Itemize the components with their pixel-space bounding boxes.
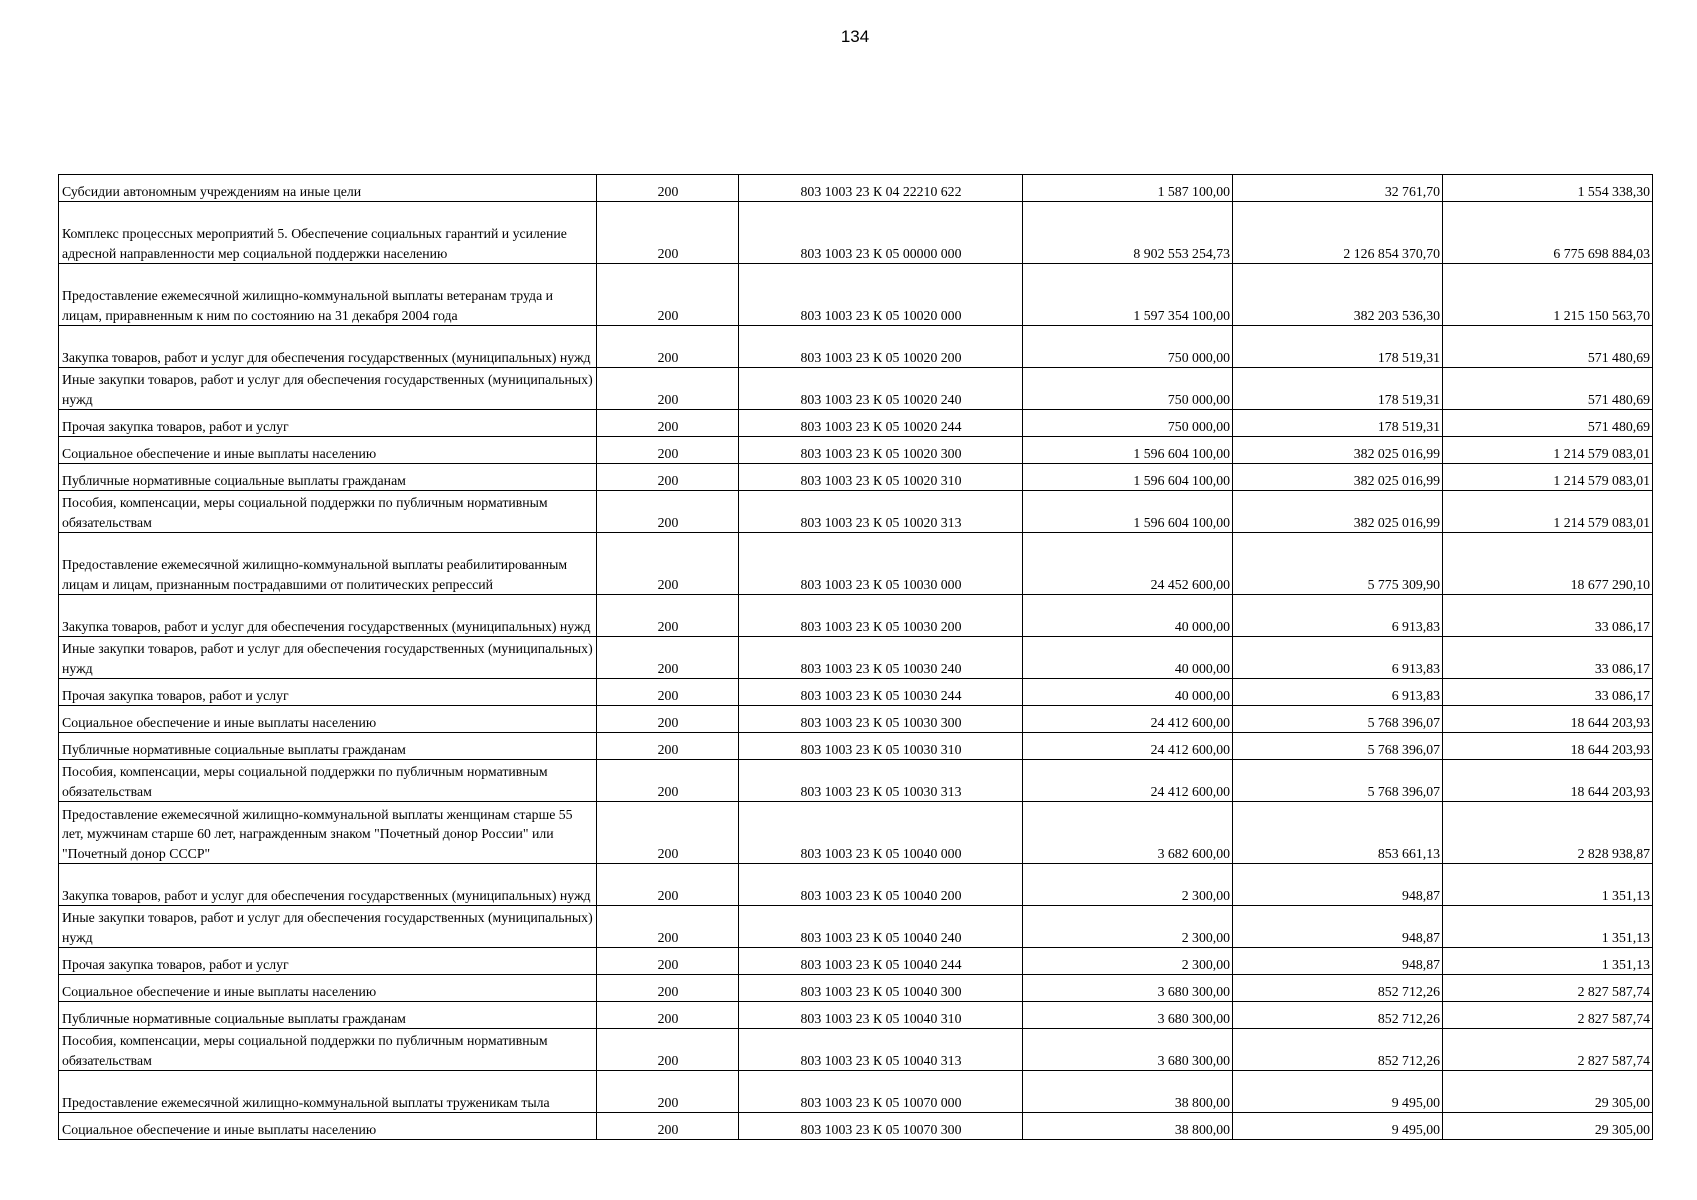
row-name-cell: Социальное обеспечение и иные выплаты населению: [59, 975, 597, 1002]
row-remaining-cell: 571 480,69: [1443, 368, 1653, 410]
table-row: [59, 326, 1653, 368]
row-approved-cell: 750 000,00: [1023, 368, 1233, 410]
row-executed-cell: 852 712,26: [1233, 1002, 1443, 1029]
row-code-cell: 200: [597, 679, 739, 706]
row-code-cell: 200: [597, 802, 739, 864]
row-kbk-cell: 803 1003 23 К 05 10020 000: [739, 264, 1023, 326]
row-kbk-cell: 803 1003 23 К 04 22210 622: [739, 175, 1023, 202]
row-name-cell: Иные закупки товаров, работ и услуг для обеспечения государственных (муниципальных) нужд: [59, 906, 597, 948]
row-executed-cell: 853 661,13: [1233, 802, 1443, 864]
row-remaining-cell: 18 644 203,93: [1443, 706, 1653, 733]
row-remaining-cell: 29 305,00: [1443, 1071, 1653, 1113]
row-executed-cell: 9 495,00: [1233, 1071, 1443, 1113]
table-row: [59, 264, 1653, 326]
row-remaining-cell: 1 351,13: [1443, 948, 1653, 975]
row-approved-cell: 1 587 100,00: [1023, 175, 1233, 202]
row-name-cell: Предоставление ежемесячной жилищно-коммунальной выплаты труженикам тыла: [59, 1071, 597, 1113]
row-kbk-cell: 803 1003 23 К 05 10020 300: [739, 437, 1023, 464]
row-kbk-cell: 803 1003 23 К 05 10030 244: [739, 679, 1023, 706]
row-executed-cell: 948,87: [1233, 948, 1443, 975]
row-remaining-cell: 571 480,69: [1443, 410, 1653, 437]
row-remaining-cell: 18 644 203,93: [1443, 733, 1653, 760]
row-remaining-cell: 18 677 290,10: [1443, 533, 1653, 595]
row-kbk-cell: 803 1003 23 К 05 10070 000: [739, 1071, 1023, 1113]
row-kbk-cell: 803 1003 23 К 05 10040 313: [739, 1029, 1023, 1071]
row-kbk-cell: 803 1003 23 К 05 10040 300: [739, 975, 1023, 1002]
row-executed-cell: 852 712,26: [1233, 1029, 1443, 1071]
row-name-cell: Пособия, компенсации, меры социальной поддержки по публичным нормативным обязательствам: [59, 760, 597, 802]
row-approved-cell: 38 800,00: [1023, 1071, 1233, 1113]
row-approved-cell: 38 800,00: [1023, 1113, 1233, 1140]
table-row: [59, 760, 1653, 802]
row-remaining-cell: 1 351,13: [1443, 906, 1653, 948]
row-name-cell: Предоставление ежемесячной жилищно-коммунальной выплаты ветеранам труда и лицам, приравненным к ним по состоянию на 31 декабря 2004 года: [59, 264, 597, 326]
row-approved-cell: 24 412 600,00: [1023, 760, 1233, 802]
table-row: [59, 733, 1653, 760]
row-name-cell: Пособия, компенсации, меры социальной поддержки по публичным нормативным обязательствам: [59, 1029, 597, 1071]
row-approved-cell: 40 000,00: [1023, 595, 1233, 637]
table-body: [59, 175, 1653, 1140]
row-code-cell: 200: [597, 1029, 739, 1071]
row-name-cell: Публичные нормативные социальные выплаты гражданам: [59, 733, 597, 760]
row-name-cell: Иные закупки товаров, работ и услуг для обеспечения государственных (муниципальных) нужд: [59, 368, 597, 410]
row-code-cell: 200: [597, 1071, 739, 1113]
row-kbk-cell: 803 1003 23 К 05 10040 240: [739, 906, 1023, 948]
row-code-cell: 200: [597, 948, 739, 975]
row-executed-cell: 5 775 309,90: [1233, 533, 1443, 595]
table-row: [59, 491, 1653, 533]
row-kbk-cell: 803 1003 23 К 05 10040 244: [739, 948, 1023, 975]
row-remaining-cell: 33 086,17: [1443, 679, 1653, 706]
row-executed-cell: 178 519,31: [1233, 326, 1443, 368]
row-code-cell: 200: [597, 410, 739, 437]
row-name-cell: Закупка товаров, работ и услуг для обеспечения государственных (муниципальных) нужд: [59, 595, 597, 637]
row-approved-cell: 2 300,00: [1023, 864, 1233, 906]
table-row: [59, 975, 1653, 1002]
table-row: [59, 533, 1653, 595]
row-kbk-cell: 803 1003 23 К 05 10020 313: [739, 491, 1023, 533]
row-kbk-cell: 803 1003 23 К 05 00000 000: [739, 202, 1023, 264]
row-executed-cell: 5 768 396,07: [1233, 733, 1443, 760]
row-approved-cell: 2 300,00: [1023, 948, 1233, 975]
row-name-cell: Прочая закупка товаров, работ и услуг: [59, 410, 597, 437]
row-name-cell: Предоставление ежемесячной жилищно-коммунальной выплаты реабилитированным лицам и лицам, признанным пострадавшими от политических репрессий: [59, 533, 597, 595]
row-code-cell: 200: [597, 326, 739, 368]
row-executed-cell: 178 519,31: [1233, 368, 1443, 410]
row-executed-cell: 852 712,26: [1233, 975, 1443, 1002]
row-name-cell: Субсидии автономным учреждениям на иные цели: [59, 175, 597, 202]
row-kbk-cell: 803 1003 23 К 05 10020 310: [739, 464, 1023, 491]
row-remaining-cell: 1 214 579 083,01: [1443, 464, 1653, 491]
table-row: [59, 1029, 1653, 1071]
table-row: [59, 1071, 1653, 1113]
row-kbk-cell: 803 1003 23 К 05 10020 240: [739, 368, 1023, 410]
row-remaining-cell: 6 775 698 884,03: [1443, 202, 1653, 264]
row-executed-cell: 948,87: [1233, 864, 1443, 906]
row-approved-cell: 40 000,00: [1023, 637, 1233, 679]
row-approved-cell: 750 000,00: [1023, 410, 1233, 437]
row-approved-cell: 3 682 600,00: [1023, 802, 1233, 864]
row-approved-cell: 3 680 300,00: [1023, 1002, 1233, 1029]
row-executed-cell: 6 913,83: [1233, 595, 1443, 637]
table-row: [59, 368, 1653, 410]
row-remaining-cell: 1 554 338,30: [1443, 175, 1653, 202]
row-code-cell: 200: [597, 760, 739, 802]
row-executed-cell: 382 203 536,30: [1233, 264, 1443, 326]
row-code-cell: 200: [597, 906, 739, 948]
table-row: [59, 864, 1653, 906]
row-approved-cell: 2 300,00: [1023, 906, 1233, 948]
row-code-cell: 200: [597, 975, 739, 1002]
row-approved-cell: 24 412 600,00: [1023, 706, 1233, 733]
table-row: [59, 802, 1653, 864]
row-kbk-cell: 803 1003 23 К 05 10030 200: [739, 595, 1023, 637]
table-row: [59, 948, 1653, 975]
row-name-cell: Комплекс процессных мероприятий 5. Обеспечение социальных гарантий и усиление адресной направленности мер социальной поддержки населению: [59, 202, 597, 264]
row-executed-cell: 9 495,00: [1233, 1113, 1443, 1140]
row-kbk-cell: 803 1003 23 К 05 10020 200: [739, 326, 1023, 368]
row-kbk-cell: 803 1003 23 К 05 10040 000: [739, 802, 1023, 864]
row-executed-cell: 382 025 016,99: [1233, 491, 1443, 533]
row-executed-cell: 2 126 854 370,70: [1233, 202, 1443, 264]
row-kbk-cell: 803 1003 23 К 05 10030 313: [739, 760, 1023, 802]
row-name-cell: Закупка товаров, работ и услуг для обеспечения государственных (муниципальных) нужд: [59, 326, 597, 368]
table-row: [59, 464, 1653, 491]
row-name-cell: Иные закупки товаров, работ и услуг для обеспечения государственных (муниципальных) нужд: [59, 637, 597, 679]
table-row: [59, 679, 1653, 706]
table-row: [59, 595, 1653, 637]
row-code-cell: 200: [597, 533, 739, 595]
row-approved-cell: 1 596 604 100,00: [1023, 491, 1233, 533]
row-kbk-cell: 803 1003 23 К 05 10030 000: [739, 533, 1023, 595]
row-executed-cell: 6 913,83: [1233, 637, 1443, 679]
row-executed-cell: 382 025 016,99: [1233, 437, 1443, 464]
table-row: [59, 1002, 1653, 1029]
row-approved-cell: 24 412 600,00: [1023, 733, 1233, 760]
row-approved-cell: 1 596 604 100,00: [1023, 464, 1233, 491]
row-executed-cell: 5 768 396,07: [1233, 706, 1443, 733]
row-executed-cell: 5 768 396,07: [1233, 760, 1443, 802]
row-remaining-cell: 18 644 203,93: [1443, 760, 1653, 802]
row-executed-cell: 6 913,83: [1233, 679, 1443, 706]
row-kbk-cell: 803 1003 23 К 05 10030 300: [739, 706, 1023, 733]
row-remaining-cell: 1 214 579 083,01: [1443, 437, 1653, 464]
page-number: 134: [840, 27, 870, 46]
row-kbk-cell: 803 1003 23 К 05 10040 310: [739, 1002, 1023, 1029]
row-executed-cell: 178 519,31: [1233, 410, 1443, 437]
row-code-cell: 200: [597, 464, 739, 491]
row-kbk-cell: 803 1003 23 К 05 10070 300: [739, 1113, 1023, 1140]
row-kbk-cell: 803 1003 23 К 05 10030 310: [739, 733, 1023, 760]
table-row: [59, 706, 1653, 733]
table-row: [59, 202, 1653, 264]
budget-execution-table: [58, 174, 1653, 1140]
row-code-cell: 200: [597, 202, 739, 264]
row-remaining-cell: 2 828 938,87: [1443, 802, 1653, 864]
table-row: [59, 437, 1653, 464]
table-row: [59, 410, 1653, 437]
row-code-cell: 200: [597, 264, 739, 326]
row-code-cell: 200: [597, 637, 739, 679]
row-approved-cell: 3 680 300,00: [1023, 975, 1233, 1002]
row-approved-cell: 750 000,00: [1023, 326, 1233, 368]
row-executed-cell: 382 025 016,99: [1233, 464, 1443, 491]
row-approved-cell: 8 902 553 254,73: [1023, 202, 1233, 264]
row-remaining-cell: 571 480,69: [1443, 326, 1653, 368]
row-kbk-cell: 803 1003 23 К 05 10040 200: [739, 864, 1023, 906]
row-remaining-cell: 33 086,17: [1443, 637, 1653, 679]
row-code-cell: 200: [597, 1113, 739, 1140]
row-remaining-cell: 1 215 150 563,70: [1443, 264, 1653, 326]
table-row: [59, 175, 1653, 202]
table-row: [59, 1113, 1653, 1140]
row-approved-cell: 24 452 600,00: [1023, 533, 1233, 595]
row-remaining-cell: 2 827 587,74: [1443, 975, 1653, 1002]
row-code-cell: 200: [597, 368, 739, 410]
row-code-cell: 200: [597, 864, 739, 906]
table-row: [59, 906, 1653, 948]
row-code-cell: 200: [597, 706, 739, 733]
row-name-cell: Социальное обеспечение и иные выплаты населению: [59, 706, 597, 733]
row-name-cell: Прочая закупка товаров, работ и услуг: [59, 679, 597, 706]
row-executed-cell: 948,87: [1233, 906, 1443, 948]
row-code-cell: 200: [597, 437, 739, 464]
row-approved-cell: 1 597 354 100,00: [1023, 264, 1233, 326]
row-remaining-cell: 1 351,13: [1443, 864, 1653, 906]
row-name-cell: Пособия, компенсации, меры социальной поддержки по публичным нормативным обязательствам: [59, 491, 597, 533]
table-row: [59, 637, 1653, 679]
row-name-cell: Предоставление ежемесячной жилищно-коммунальной выплаты женщинам старше 55 лет, мужчинам старше 60 лет, награжденным знаком "Почетный донор России" или "Почетный донор СССР": [59, 802, 597, 864]
row-remaining-cell: 1 214 579 083,01: [1443, 491, 1653, 533]
row-name-cell: Публичные нормативные социальные выплаты гражданам: [59, 1002, 597, 1029]
row-code-cell: 200: [597, 595, 739, 637]
row-remaining-cell: 2 827 587,74: [1443, 1029, 1653, 1071]
row-approved-cell: 40 000,00: [1023, 679, 1233, 706]
row-kbk-cell: 803 1003 23 К 05 10020 244: [739, 410, 1023, 437]
row-approved-cell: 3 680 300,00: [1023, 1029, 1233, 1071]
row-kbk-cell: 803 1003 23 К 05 10030 240: [739, 637, 1023, 679]
row-executed-cell: 32 761,70: [1233, 175, 1443, 202]
row-name-cell: Публичные нормативные социальные выплаты гражданам: [59, 464, 597, 491]
row-code-cell: 200: [597, 491, 739, 533]
row-name-cell: Социальное обеспечение и иные выплаты населению: [59, 437, 597, 464]
row-name-cell: Социальное обеспечение и иные выплаты населению: [59, 1113, 597, 1140]
row-remaining-cell: 29 305,00: [1443, 1113, 1653, 1140]
row-remaining-cell: 33 086,17: [1443, 595, 1653, 637]
row-code-cell: 200: [597, 1002, 739, 1029]
row-approved-cell: 1 596 604 100,00: [1023, 437, 1233, 464]
row-name-cell: Закупка товаров, работ и услуг для обеспечения государственных (муниципальных) нужд: [59, 864, 597, 906]
row-code-cell: 200: [597, 733, 739, 760]
row-name-cell: Прочая закупка товаров, работ и услуг: [59, 948, 597, 975]
row-remaining-cell: 2 827 587,74: [1443, 1002, 1653, 1029]
row-code-cell: 200: [597, 175, 739, 202]
